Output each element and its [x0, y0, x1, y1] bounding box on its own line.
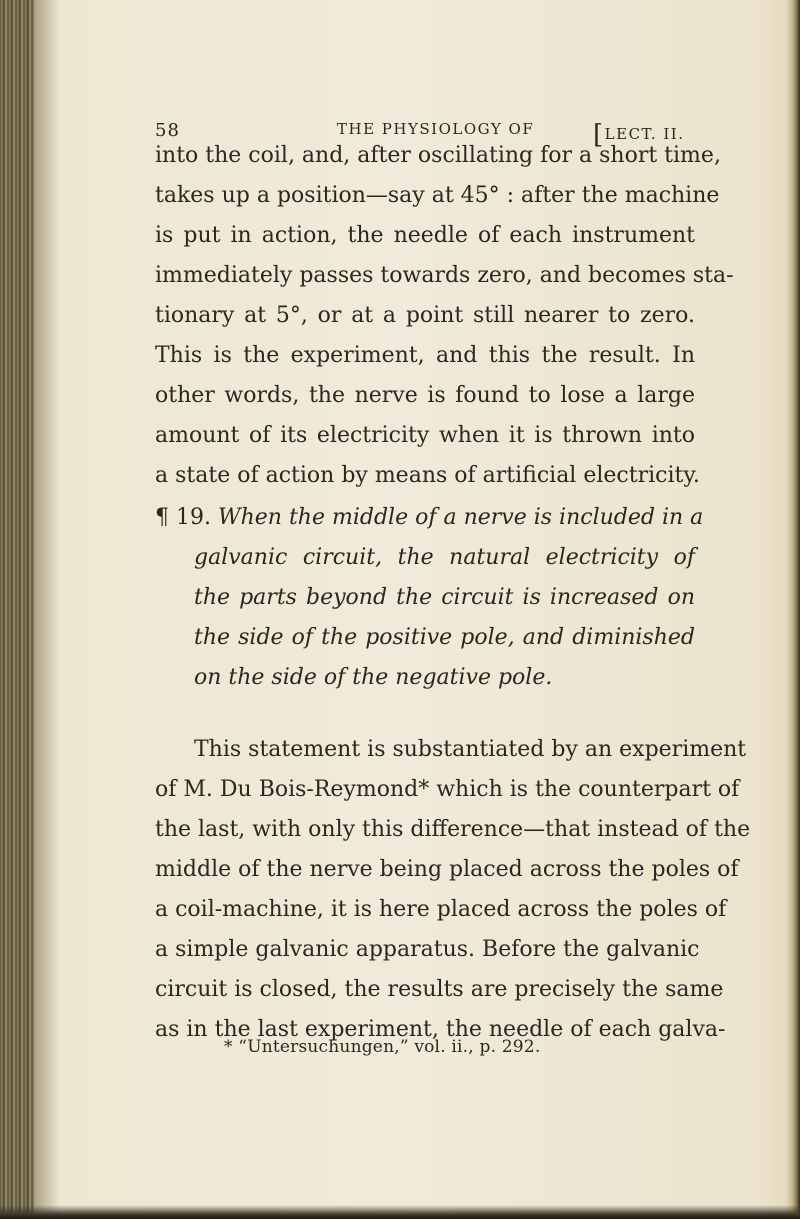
paragraph-1 — [155, 136, 734, 496]
text-line: a state of action by means of artificial electricity. — [155, 463, 700, 488]
paragraph-indent-text: This statement is substantiated by an experiment — [194, 737, 747, 762]
text-line: other words, the nerve is found to lose a large — [155, 383, 695, 408]
text-line: the last, with only this difference—that instead of the — [155, 817, 751, 842]
section-heading — [155, 498, 704, 698]
section-heading-line: galvanic circuit, the natural electricity of — [194, 545, 695, 570]
text-line: of M. Du Bois-Reymond* which is the counterpart of — [155, 777, 740, 802]
text-line: as in the last experiment, the needle of each galva- — [155, 1017, 726, 1042]
text-line: into the coil, and, after oscillating for a short time, — [155, 143, 721, 168]
section-heading-line: the parts beyond the circuit is increased on — [194, 585, 695, 610]
text-line: tionary at 5°, or at a point still nearer to zero. — [155, 303, 695, 328]
text-line: amount of its electricity when it is thrown into — [155, 423, 695, 448]
text-line: a coil-machine, it is here placed across the poles of — [155, 897, 727, 922]
book-binding — [0, 0, 34, 1219]
text-line: This is the experiment, and this the result. In — [155, 343, 695, 368]
page-number: 58 — [155, 120, 180, 141]
section-heading-line: on the side of the negative pole. — [194, 665, 553, 690]
text-line: middle of the nerve being placed across the poles of — [155, 857, 739, 882]
page-edge-right — [786, 0, 800, 1219]
section-heading-first-line — [155, 498, 704, 538]
text-line: takes up a position—say at 45° : after the machine — [155, 183, 720, 208]
paragraph-2 — [155, 730, 751, 1050]
text-line: circuit is closed, the results are precisely the same — [155, 977, 724, 1002]
text-line: is put in action, the needle of each instrument — [155, 223, 695, 248]
footnote: * “Untersuchungen,” vol. ii., p. 292. — [224, 1037, 541, 1057]
section-heading-text: When the middle of a nerve is included in a — [218, 505, 704, 530]
section-heading-line: the side of the positive pole, and diminished — [194, 625, 695, 650]
text-line: immediately passes towards zero, and becomes sta- — [155, 263, 734, 288]
text-line: a simple galvanic apparatus. Before the galvanic — [155, 937, 700, 962]
running-title: THE PHYSIOLOGY OF — [337, 120, 535, 138]
pilcrow-mark: ¶ — [155, 505, 169, 530]
section-number: 19. — [176, 505, 211, 530]
text-line — [155, 730, 747, 770]
page-edge-bottom — [0, 1205, 800, 1219]
binding-shadow — [34, 0, 60, 1219]
lecture-marker: [LECT. II. — [593, 120, 685, 150]
lecture-label: LECT. II. — [604, 125, 685, 143]
